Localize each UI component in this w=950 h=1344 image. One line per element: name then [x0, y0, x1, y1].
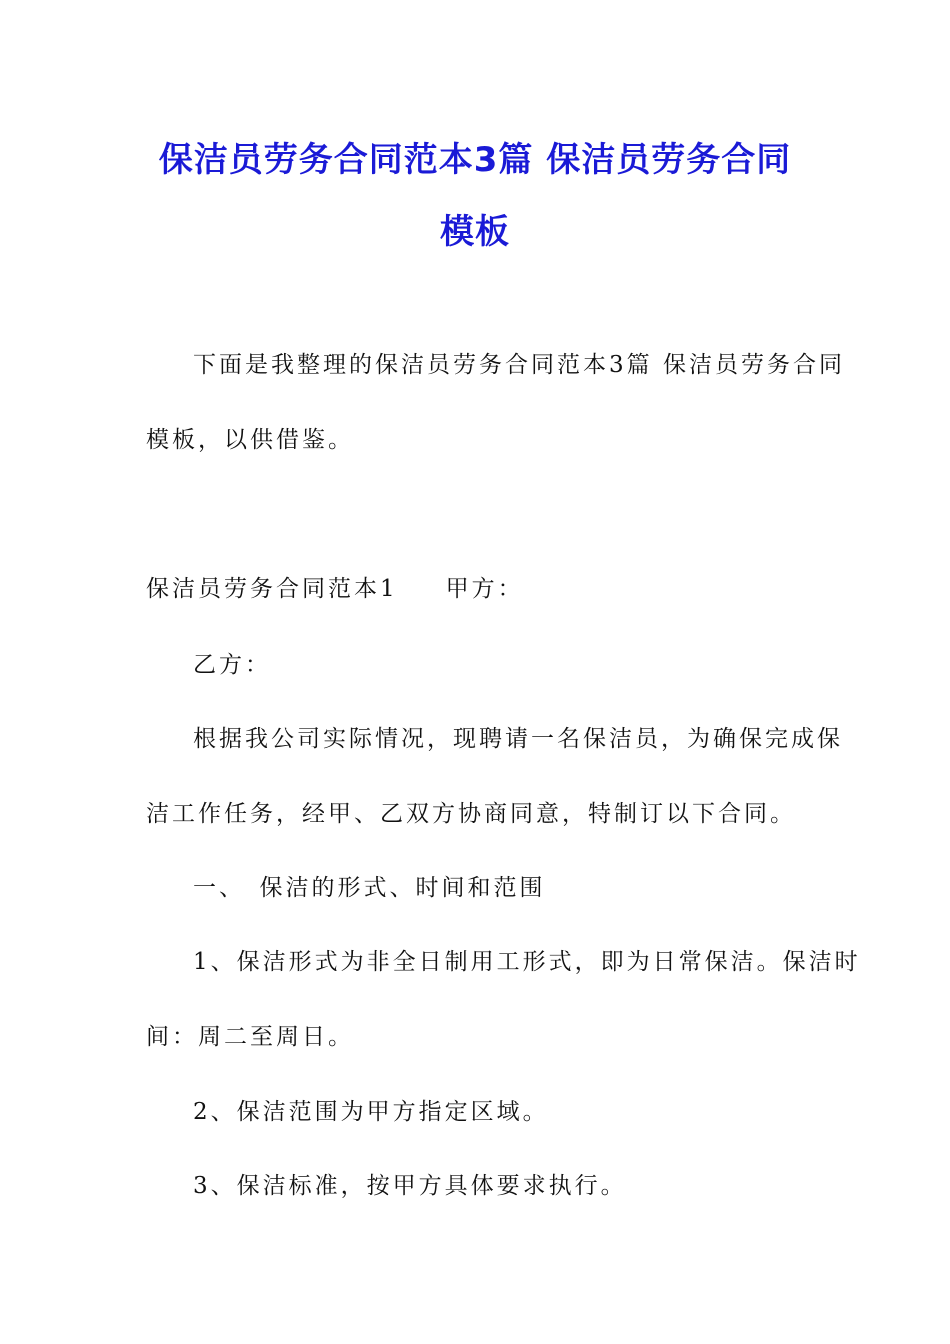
item-1-line-2: 间：周二至周日。	[146, 1024, 354, 1050]
paragraph-1-line-2: 洁工作任务，经甲、乙双方协商同意，特制订以下合同。	[146, 801, 796, 827]
title-line-2: 模板	[440, 212, 510, 252]
party-b-label: 乙方：	[193, 652, 271, 678]
party-a-label: 甲方：	[445, 576, 524, 602]
paragraph-1-line-1: 根据我公司实际情况，现聘请一名保洁员，为确保完成保	[193, 726, 843, 752]
item-2: 2、保洁范围为甲方指定区域。	[193, 1099, 549, 1125]
section-heading: 保洁员劳务合同范本1	[146, 576, 398, 602]
item-1-line-1: 1、保洁形式为非全日制用工形式，即为日常保洁。保洁时	[193, 949, 861, 975]
clause-1-heading: 一、 保洁的形式、时间和范围	[193, 875, 546, 901]
intro-line-1: 下面是我整理的保洁员劳务合同范本3篇 保洁员劳务合同	[193, 352, 845, 378]
section-heading-row	[146, 570, 524, 603]
intro-line-2: 模板，以供借鉴。	[146, 427, 354, 453]
item-3: 3、保洁标准，按甲方具体要求执行。	[193, 1173, 627, 1199]
title-line-1: 保洁员劳务合同范本3篇 保洁员劳务合同	[158, 140, 792, 180]
